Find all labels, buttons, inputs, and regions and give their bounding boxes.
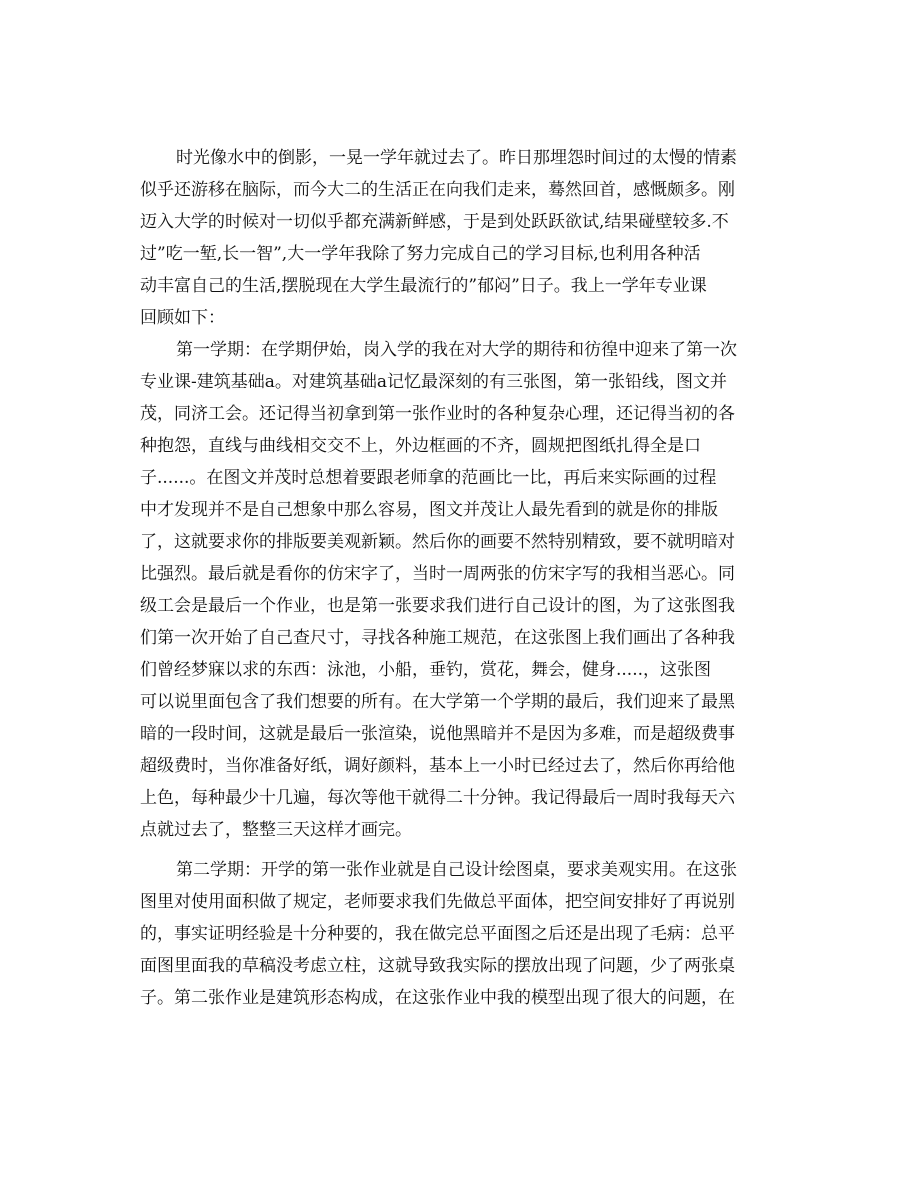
- text-line: 点就过去了，整整三天这样才画完。: [140, 820, 412, 840]
- text-line: 时光像水中的倒影，一晃一学年就过去了。昨日那埋怨时间过的太慢的情素: [176, 148, 737, 168]
- text-line: 动丰富自己的生活,摆脱现在大学生最流行的”郁闷”日子。我上一学年专业课: [140, 276, 707, 296]
- text-line: 过”吃一堑,长一智”,大一学年我除了努力完成自己的学习目标,也利用各种活: [140, 244, 701, 264]
- text-line: 上色，每种最少十几遍，每次等他干就得二十分钟。我记得最后一周时我每天六: [140, 788, 735, 808]
- paragraph-2: [140, 334, 776, 846]
- text-line: 种抱怨，直线与曲线相交交不上，外边框画的不齐，圆规把图纸扎得全是口: [140, 436, 701, 456]
- text-line: 比强烈。最后就是看你的仿宋字了，当时一周两张的仿宋字写的我相当恶心。同: [140, 564, 735, 584]
- text-line: 第二学期：开学的第一张作业就是自己设计绘图桌，要求美观实用。在这张: [176, 860, 737, 880]
- text-line: 第一学期：在学期伊始，岗入学的我在对大学的期待和彷徨中迎来了第一次: [176, 340, 737, 360]
- paragraph-3: [140, 854, 776, 1014]
- text-line: 可以说里面包含了我们想要的所有。在大学第一个学期的最后，我们迎来了最黑: [140, 692, 735, 712]
- text-line: 们曾经梦寐以求的东西：泳池，小船，垂钓，赏花，舞会，健身.....，这张图: [140, 660, 712, 680]
- text-line: 似乎还游移在脑际，而今大二的生活正在向我们走来，蓦然回首，感慨颇多。刚: [140, 180, 735, 200]
- document-body: [140, 142, 776, 1014]
- text-line: 回顾如下：: [140, 308, 225, 328]
- text-line: 级工会是最后一个作业，也是第一张要求我们进行自己设计的图，为了这张图我: [140, 596, 735, 616]
- text-line: 了，这就要求你的排版要美观新颖。然后你的画要不然特别精致，要不就明暗对: [140, 532, 735, 552]
- text-line: 专业课-建筑基础a。对建筑基础a记忆最深刻的有三张图，第一张铅线，图文并: [140, 372, 728, 392]
- text-line: 中才发现并不是自己想象中那么容易，图文并茂让人最先看到的就是你的排版: [140, 500, 718, 520]
- text-line: 图里对使用面积做了规定，老师要求我们先做总平面体，把空间安排好了再说别: [140, 892, 735, 912]
- text-line: 子。第二张作业是建筑形态构成，在这张作业中我的模型出现了很大的问题，在: [140, 988, 735, 1008]
- text-line: 迈入大学的时候对一切似乎都充满新鲜感，于是到处跃跃欲试,结果碰壁较多.不: [140, 212, 729, 232]
- text-line: 茂，同济工会。还记得当初拿到第一张作业时的各种复杂心理，还记得当初的各: [140, 404, 735, 424]
- text-line: 面图里面我的草稿没考虑立柱，这就导致我实际的摆放出现了问题，少了两张桌: [140, 956, 735, 976]
- text-line: 的，事实证明经验是十分种要的，我在做完总平面图之后还是出现了毛病：总平: [140, 924, 735, 944]
- text-line: 超级费时，当你准备好纸，调好颜料，基本上一小时已经过去了，然后你再给他: [140, 756, 735, 776]
- paragraph-1: [140, 142, 776, 334]
- text-line: 暗的一段时间，这就是最后一张渲染，说他黑暗并不是因为多难，而是超级费事: [140, 724, 735, 744]
- text-line: 子......。在图文并茂时总想着要跟老师拿的范画比一比，再后来实际画的过程: [140, 468, 717, 488]
- text-line: 们第一次开始了自己查尺寸，寻找各种施工规范，在这张图上我们画出了各种我: [140, 628, 735, 648]
- paragraph-spacer: [140, 846, 776, 854]
